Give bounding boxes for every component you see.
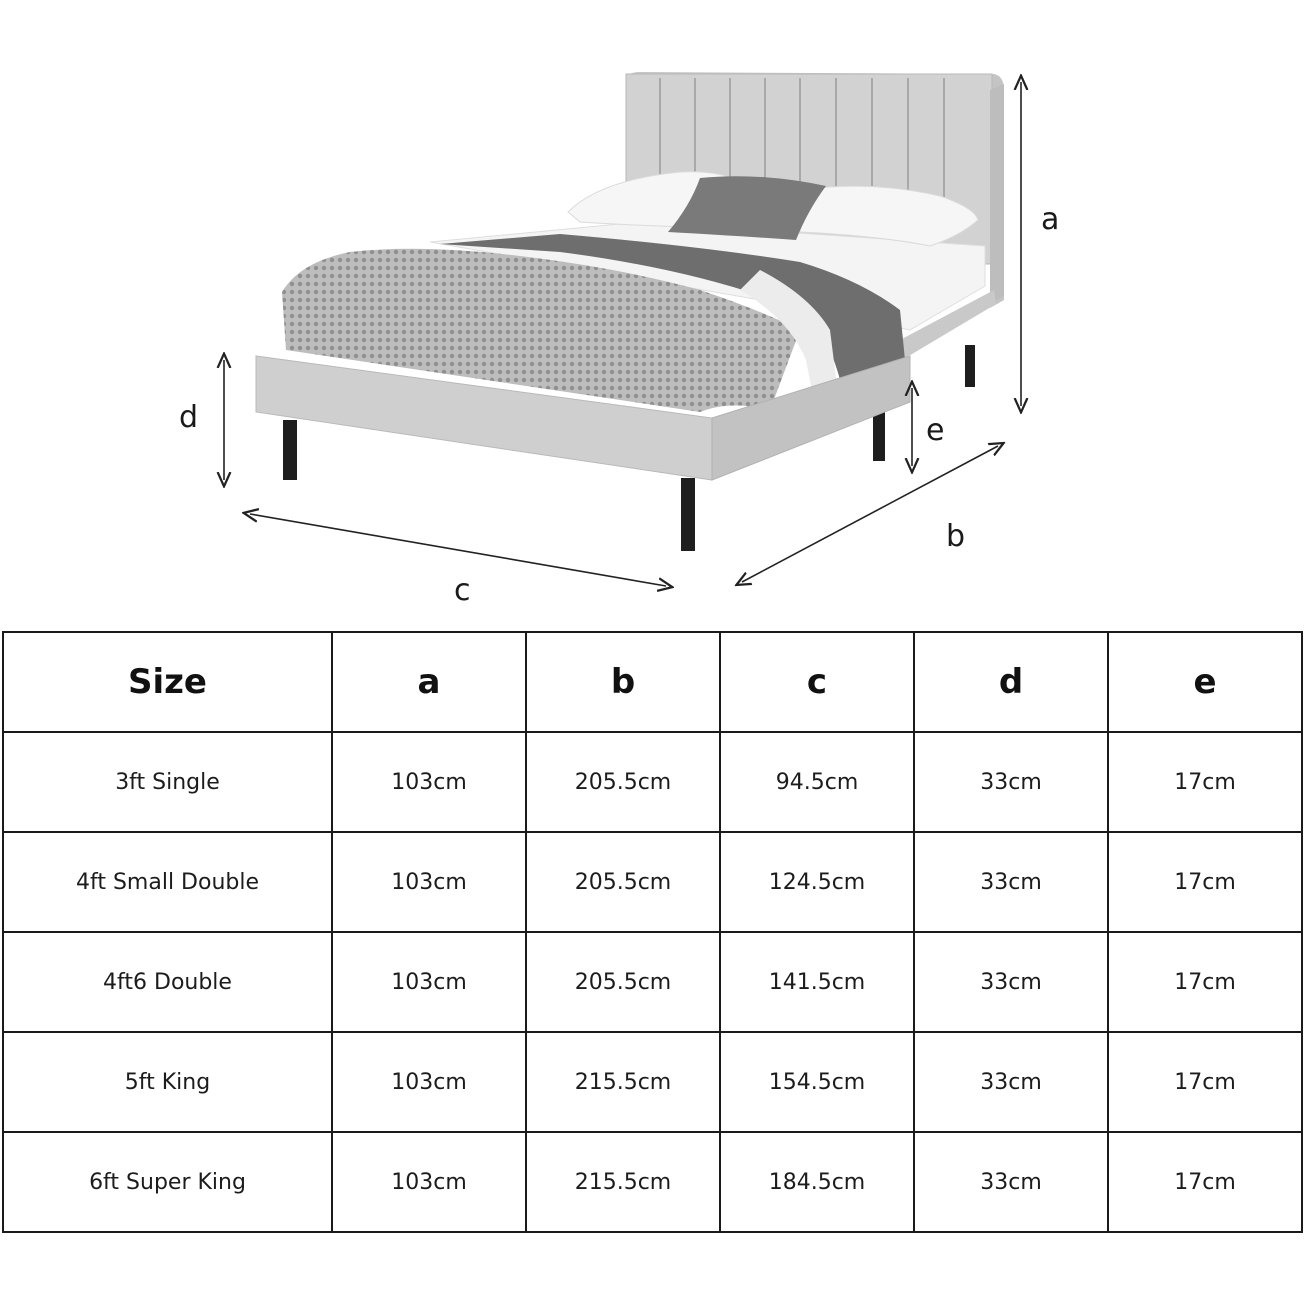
cell-c: 124.5cm [720,832,914,932]
cell-size: 4ft Small Double [3,832,332,932]
cell-b: 205.5cm [526,832,720,932]
cell-d: 33cm [914,932,1108,1032]
cell-size: 5ft King [3,1032,332,1132]
cell-d: 33cm [914,1032,1108,1132]
dimension-label-a: a [1041,202,1060,237]
cell-b: 205.5cm [526,932,720,1032]
cell-e: 17cm [1108,1132,1302,1232]
header-size: Size [3,632,332,732]
cell-d: 33cm [914,1132,1108,1232]
cell-a: 103cm [332,1032,526,1132]
dimension-label-b: b [946,519,966,554]
cell-e: 17cm [1108,932,1302,1032]
cell-e: 17cm [1108,1032,1302,1132]
table-row [3,832,1302,932]
table-header-row [3,632,1302,732]
cell-d: 33cm [914,732,1108,832]
cell-b: 205.5cm [526,732,720,832]
cell-c: 184.5cm [720,1132,914,1232]
bed-dimension-diagram [0,0,1304,630]
header-b: b [526,632,720,732]
cell-c: 94.5cm [720,732,914,832]
table-row [3,1132,1302,1232]
cell-c: 154.5cm [720,1032,914,1132]
table-row [3,932,1302,1032]
cell-e: 17cm [1108,732,1302,832]
cell-a: 103cm [332,732,526,832]
dimension-label-c: c [454,573,471,608]
cell-d: 33cm [914,832,1108,932]
table-row [3,732,1302,832]
header-e: e [1108,632,1302,732]
cell-size: 4ft6 Double [3,932,332,1032]
table-row [3,1032,1302,1132]
cell-a: 103cm [332,1132,526,1232]
cell-size: 6ft Super King [3,1132,332,1232]
cell-a: 103cm [332,832,526,932]
size-dimension-table [2,631,1303,1233]
cell-b: 215.5cm [526,1032,720,1132]
cell-a: 103cm [332,932,526,1032]
header-d: d [914,632,1108,732]
cell-e: 17cm [1108,832,1302,932]
dimension-label-d: d [179,400,199,435]
cell-size: 3ft Single [3,732,332,832]
header-c: c [720,632,914,732]
cell-c: 141.5cm [720,932,914,1032]
bed-illustration [256,72,1004,551]
header-a: a [332,632,526,732]
cell-b: 215.5cm [526,1132,720,1232]
dimension-label-e: e [926,413,945,448]
